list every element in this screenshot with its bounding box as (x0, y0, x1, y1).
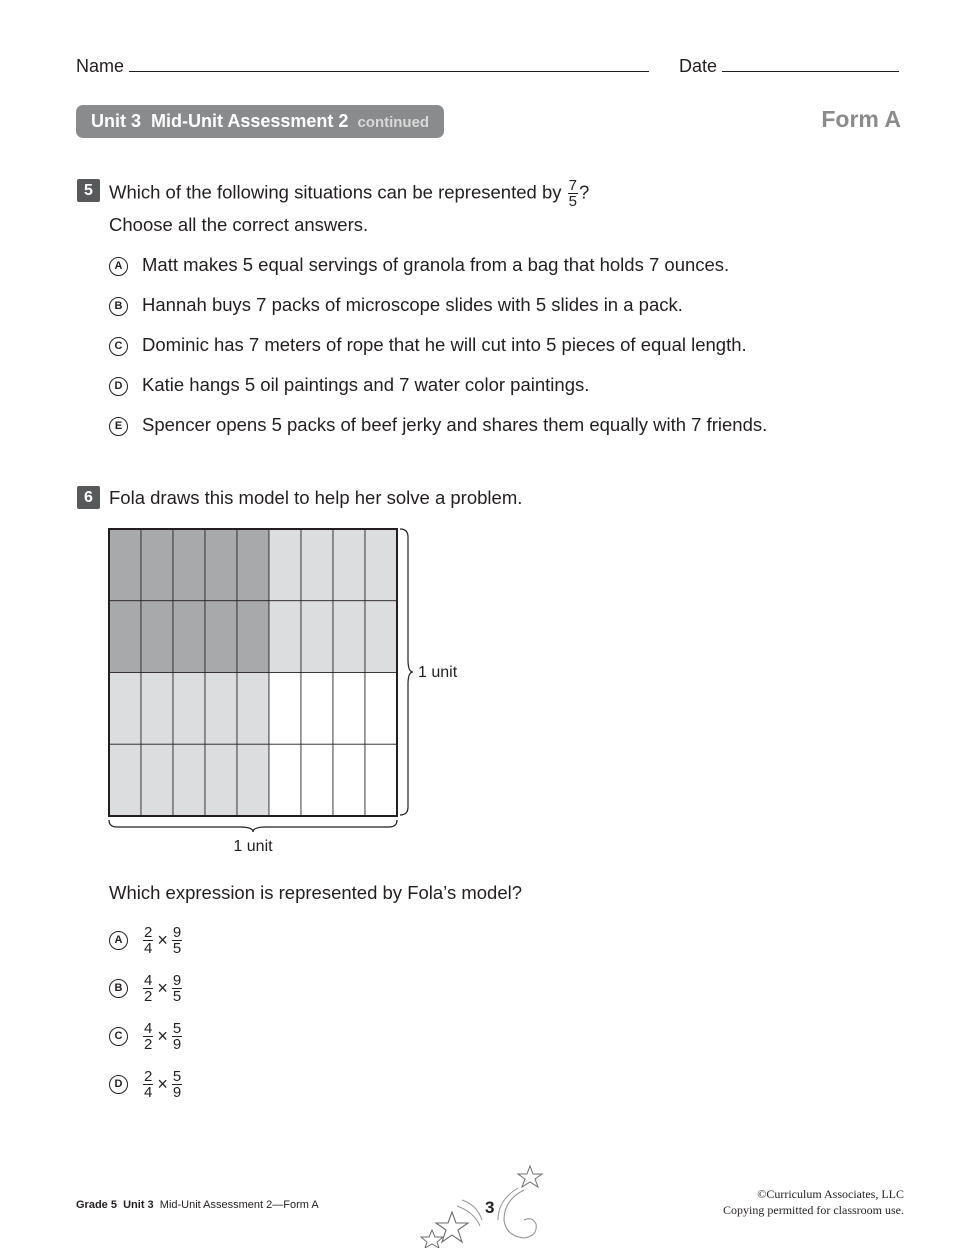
right-unit-label: 1 unit (418, 664, 458, 681)
area-model-grid (109, 529, 397, 816)
factor-1-denominator: 2 (144, 1036, 153, 1053)
model-cell (173, 744, 205, 816)
factor-2-denominator: 9 (172, 1036, 182, 1053)
model-cell (109, 744, 141, 816)
option-text: Dominic has 7 meters of rope that he will cut into 5 pieces of equal length. (142, 334, 747, 355)
fraction-numerator: 7 (568, 177, 577, 194)
q5-option-a[interactable] (109, 254, 729, 276)
answer-bubble-c[interactable]: C (109, 1027, 128, 1046)
question-6-prompt: Fola draws this model to help her solve a problem. (109, 487, 523, 508)
model-cell (205, 673, 237, 745)
question-5-fraction (568, 178, 578, 209)
times-sign: × (157, 978, 168, 998)
option-text: Katie hangs 5 oil paintings and 7 water color paintings. (142, 374, 590, 395)
q5-option-e[interactable] (109, 414, 767, 436)
name-field[interactable] (76, 55, 649, 77)
model-cell (333, 744, 365, 816)
times-sign: × (157, 1026, 168, 1046)
times-sign: × (157, 1074, 168, 1094)
question-5-number: 5 (77, 179, 100, 202)
q5-option-d[interactable] (109, 374, 589, 396)
name-label: Name (76, 56, 125, 76)
permission-text: Copying permitted for classroom use. (723, 1203, 904, 1217)
form-label: Form A (821, 106, 901, 132)
area-model (100, 520, 480, 865)
times-sign: × (157, 930, 168, 950)
answer-bubble-b[interactable]: B (109, 297, 128, 316)
factor-2-denominator: 5 (172, 988, 182, 1005)
model-cell (109, 529, 141, 601)
factor-1-numerator: 2 (144, 924, 153, 941)
factor-1-denominator: 2 (144, 988, 153, 1005)
footer-unit: Unit 3 (123, 1199, 154, 1211)
factor-1-numerator: 4 (144, 972, 153, 989)
page-number: 3 (485, 1198, 495, 1217)
question-mark: ? (578, 181, 590, 203)
model-cell (205, 744, 237, 816)
model-cell (141, 744, 173, 816)
answer-bubble-e[interactable]: E (109, 417, 128, 436)
question-5-prompt (109, 178, 589, 209)
model-cell (301, 601, 333, 673)
banner-continued: continued (357, 114, 430, 131)
swirl-line (504, 1190, 536, 1238)
footer-course (76, 1199, 319, 1211)
star-icon (518, 1166, 542, 1187)
question-6-number: 6 (77, 486, 100, 509)
footer-grade: Grade 5 (76, 1199, 117, 1211)
banner-unit: Unit 3 (91, 111, 142, 131)
model-cell (333, 529, 365, 601)
model-cell (173, 529, 205, 601)
option-text: Hannah buys 7 packs of microscope slides with 5 slides in a pack. (142, 294, 683, 315)
model-cell (269, 673, 301, 745)
model-cell (141, 601, 173, 673)
name-blank[interactable] (129, 55, 649, 72)
expression (142, 925, 183, 956)
bottom-brace (109, 820, 397, 832)
model-cell (365, 744, 397, 816)
question-5-prompt-text: Which of the following situations can be represented by (109, 181, 562, 203)
date-field[interactable] (679, 55, 899, 77)
answer-bubble-a[interactable]: A (109, 257, 128, 276)
model-cell (365, 601, 397, 673)
answer-bubble-c[interactable]: C (109, 337, 128, 356)
model-cell (173, 673, 205, 745)
factor-1-numerator: 4 (144, 1020, 153, 1037)
date-label: Date (679, 56, 718, 76)
model-cell (301, 744, 333, 816)
model-cell (269, 601, 301, 673)
factor-2-denominator: 9 (172, 1084, 182, 1101)
model-cell (301, 529, 333, 601)
date-blank[interactable] (722, 55, 899, 72)
factor-2-numerator: 9 (172, 972, 182, 989)
model-cell (109, 673, 141, 745)
model-cell (237, 744, 269, 816)
model-cell (205, 601, 237, 673)
model-cell (365, 529, 397, 601)
model-cell (237, 673, 269, 745)
q5-option-b[interactable] (109, 294, 683, 316)
option-text: Spencer opens 5 packs of beef jerky and shares them equally with 7 friends. (142, 414, 768, 435)
question-6-question: Which expression is represented by Fola’s model? (109, 882, 523, 903)
model-cell (109, 601, 141, 673)
assessment-banner (76, 105, 444, 138)
expression (142, 973, 183, 1004)
answer-bubble-d[interactable]: D (109, 377, 128, 396)
q6-option-d[interactable] (109, 1069, 183, 1100)
q6-option-a[interactable] (109, 925, 183, 956)
footer-copyright (723, 1186, 904, 1218)
model-cell (237, 601, 269, 673)
model-cell (237, 529, 269, 601)
model-cell (301, 673, 333, 745)
answer-bubble-a[interactable]: A (109, 931, 128, 950)
factor-1-denominator: 4 (144, 940, 153, 957)
star-icon (421, 1230, 443, 1248)
question-5-instruction: Choose all the correct answers. (109, 214, 369, 235)
factor-2-numerator: 9 (172, 924, 182, 941)
model-cell (333, 673, 365, 745)
model-cell (173, 601, 205, 673)
answer-bubble-b[interactable]: B (109, 979, 128, 998)
model-cell (333, 601, 365, 673)
factor-2-denominator: 5 (172, 940, 182, 957)
copyright-text: ©Curriculum Associates, LLC (757, 1187, 904, 1201)
footer-title: Mid-Unit Assessment 2—Form A (159, 1199, 319, 1211)
stars-swirl-decoration (412, 1160, 552, 1248)
q6-option-c[interactable] (109, 1021, 183, 1052)
q6-option-b[interactable] (109, 973, 183, 1004)
factor-1-denominator: 4 (144, 1084, 153, 1101)
model-cell (269, 529, 301, 601)
model-cell (141, 673, 173, 745)
factor-2-numerator: 5 (172, 1020, 182, 1037)
fraction-denominator: 5 (568, 193, 577, 210)
q5-option-c[interactable] (109, 334, 747, 356)
expression (142, 1021, 183, 1052)
factor-1-numerator: 2 (144, 1068, 153, 1085)
expression (142, 1069, 183, 1100)
option-text: Matt makes 5 equal servings of granola from a bag that holds 7 ounces. (142, 254, 730, 275)
bottom-unit-label: 1 unit (233, 838, 273, 855)
model-cell (141, 529, 173, 601)
model-cell (365, 673, 397, 745)
model-cell (269, 744, 301, 816)
factor-2-numerator: 5 (172, 1068, 182, 1085)
model-cell (205, 529, 237, 601)
banner-title: Mid-Unit Assessment 2 (151, 111, 349, 131)
right-brace (400, 529, 413, 815)
answer-bubble-d[interactable]: D (109, 1075, 128, 1094)
